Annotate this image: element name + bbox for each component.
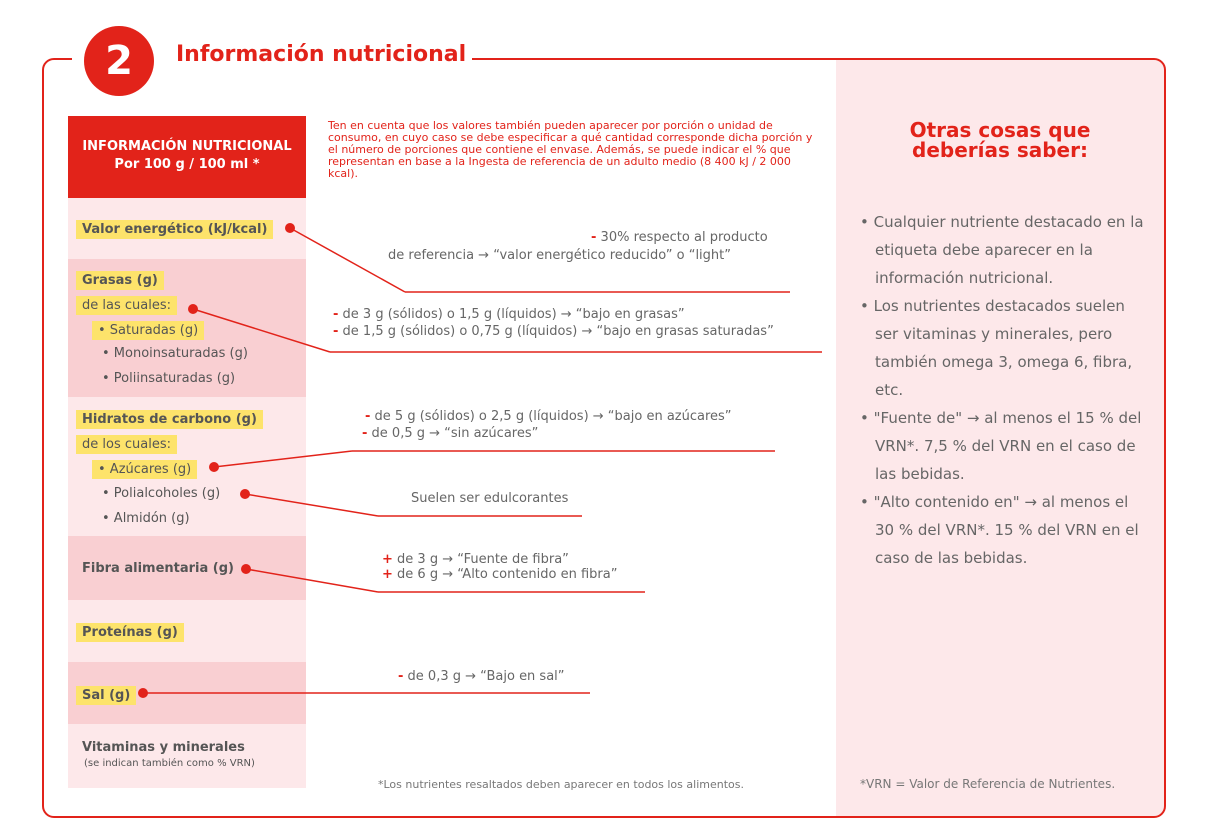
fats-of-which: de las cuales:: [76, 296, 177, 315]
minus-mark: -: [398, 669, 404, 684]
carbs-of-which: de los cuales:: [76, 435, 177, 454]
table-header-line1: INFORMACIÓN NUTRICIONAL: [82, 139, 292, 154]
vitamins-note: (se indican también como % VRN): [84, 758, 255, 769]
bullet-item: • "Alto contenido en" → al menos el 30 % del VRN*. 15 % del VRN en el caso de las bebidas.: [860, 493, 1139, 567]
salt-dot: [138, 688, 148, 698]
energy-claim-1: 30% respecto al producto: [600, 230, 768, 245]
protein-label: Proteínas (g): [76, 623, 184, 642]
right-title-line1: Otras cosas que: [909, 118, 1091, 142]
polyols-label: • Polialcoholes (g): [102, 486, 221, 501]
bullet-item: • Los nutrientes destacados suelen ser vitaminas y minerales, pero también omega 3, omega 6, fibra, etc.: [860, 297, 1133, 399]
plus-mark: +: [382, 552, 393, 567]
minus-mark: -: [333, 324, 339, 339]
fibre-claim-1: de 3 g → “Fuente de fibra”: [397, 552, 569, 567]
right-title-line2: deberías saber:: [912, 138, 1088, 162]
polyols-connector: [245, 494, 378, 516]
minus-mark: -: [333, 307, 339, 322]
poly-label: • Poliinsaturadas (g): [102, 371, 236, 386]
fibre-claim-2: de 6 g → “Alto contenido en fibra”: [397, 567, 618, 582]
polyols-dot: [240, 489, 250, 499]
fat-dot: [188, 304, 198, 314]
sugars-label: • Azúcares (g): [92, 460, 197, 479]
footnote-highlighted: *Los nutrientes resaltados deben aparecer en todos los alimentos.: [378, 778, 744, 791]
minus-mark: -: [362, 426, 368, 441]
sugar-dot: [209, 462, 219, 472]
energy-label: Valor energético (kJ/kcal): [76, 220, 273, 239]
vitamins-label: Vitaminas y minerales: [82, 740, 245, 755]
minus-mark: -: [365, 409, 371, 424]
fat-claim-1: de 3 g (sólidos) o 1,5 g (líquidos) → “bajo en grasas”: [342, 307, 685, 322]
right-bullets: [860, 208, 1150, 572]
fat-connector: [193, 309, 330, 352]
plus-mark: +: [382, 567, 393, 582]
fibre-connector: [246, 569, 378, 592]
saturated-label: • Saturadas (g): [92, 321, 204, 340]
sugar-claim-1: de 5 g (sólidos) o 2,5 g (líquidos) → “bajo en azúcares”: [374, 409, 732, 424]
starch-label: • Almidón (g): [102, 511, 190, 526]
salt-label: Sal (g): [76, 686, 136, 705]
minus-mark: -: [591, 230, 597, 245]
sugar-connector: [214, 451, 352, 467]
mono-label: • Monoinsaturadas (g): [102, 346, 248, 361]
fats-label: Grasas (g): [76, 271, 164, 290]
fibre-label: Fibra alimentaria (g): [82, 561, 234, 576]
polyols-claim: Suelen ser edulcorantes: [411, 491, 569, 506]
portion-note: Ten en cuenta que los valores también pueden aparecer por porción o unidad de consumo, en cuyo caso se debe especificar a qué cantidad corresponde dicha porción y el número de porciones que contiene el envase. Además, se puede indicar el % que representan en base a la Ingesta de referencia de un adulto medio (8 400 kJ / 2 000 kcal).: [328, 119, 813, 180]
bullet-item: • "Fuente de" → al menos el 15 % del VRN*. 7,5 % del VRN en el caso de las bebidas.: [860, 409, 1142, 483]
footnote-vrn: *VRN = Valor de Referencia de Nutrientes.: [860, 777, 1116, 791]
section-number-badge: 2: [84, 26, 154, 96]
section-title: Información nutricional: [176, 42, 472, 67]
energy-claim-2: de referencia → “valor energético reducido” o “light”: [388, 248, 731, 263]
salt-claim: de 0,3 g → “Bajo en sal”: [407, 669, 565, 684]
table-header-line2: Por 100 g / 100 ml *: [114, 157, 260, 172]
sugar-claim-2: de 0,5 g → “sin azúcares”: [371, 426, 539, 441]
bullet-item: • Cualquier nutriente destacado en la etiqueta debe aparecer en la información nutricional.: [860, 213, 1144, 287]
carbs-label: Hidratos de carbono (g): [76, 410, 263, 429]
right-title: [836, 120, 1164, 160]
fat-claim-2: de 1,5 g (sólidos) o 0,75 g (líquidos) → “bajo en grasas saturadas”: [342, 324, 774, 339]
energy-dot: [285, 223, 295, 233]
fibre-dot: [241, 564, 251, 574]
